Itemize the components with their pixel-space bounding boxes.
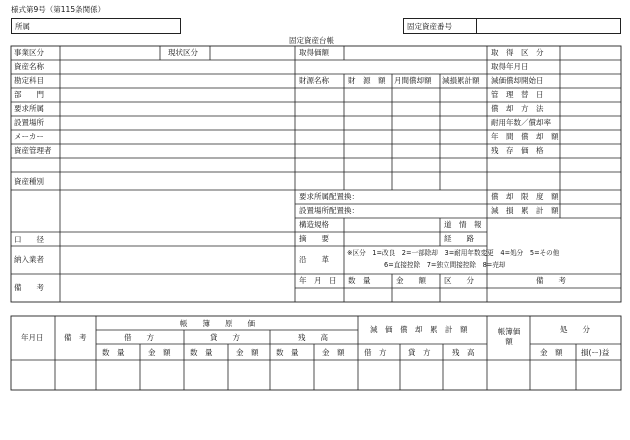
bottom-label-dep-balance: 残 高 xyxy=(452,348,475,357)
label-maker: メーカー xyxy=(14,132,44,141)
bottom-label-dep-credit: 貸 方 xyxy=(408,348,431,357)
asset-number-label: 固定資産番号 xyxy=(407,22,452,31)
label-requesting-dept: 要求所属 xyxy=(14,104,44,113)
dept-label: 所属 xyxy=(15,22,30,31)
bottom-label-disposal: 処 分 xyxy=(560,325,590,334)
label-date: 年 月 日 xyxy=(299,276,337,285)
label-fund-source: 財源名称 xyxy=(299,76,329,85)
bottom-label-depr-total: 減 価 償 却 累 計 額 xyxy=(370,325,468,334)
bottom-label-qty-1: 数 量 xyxy=(102,348,125,357)
label-useful-life: 耐用年数／償却率 xyxy=(491,118,551,127)
bottom-label-amt-3: 金 額 xyxy=(322,348,345,357)
label-asset-type: 資産種別 xyxy=(14,177,44,186)
bottom-label-debit: 借 方 xyxy=(124,333,154,342)
ledger-title: 固定資産台帳 xyxy=(289,36,334,45)
bottom-label-credit: 貸 方 xyxy=(210,333,240,342)
label-acquisition-price: 取得価額 xyxy=(299,48,329,57)
label-annual-depr: 年 間 償 却 額 xyxy=(491,132,559,141)
label-remarks: 備 考 xyxy=(14,283,44,292)
label-status-class: 現状区分 xyxy=(168,48,198,57)
bottom-label-qty-2: 数 量 xyxy=(190,348,213,357)
label-account: 勘定科目 xyxy=(14,76,44,85)
history-note-2: 6=直接控除 7=独立間接控除 8=売却 xyxy=(384,261,506,269)
bottom-label-amt-2: 金 額 xyxy=(236,348,259,357)
label-monthly-depreciation: 月間償却額 xyxy=(394,76,432,85)
bottom-label-dep-debit: 借 方 xyxy=(364,348,387,357)
label-asset-manager: 資産管理者 xyxy=(14,146,52,155)
label-route: 経 路 xyxy=(444,234,474,243)
label-business-class: 事業区分 xyxy=(14,48,44,57)
bottom-label-remarks: 備 考 xyxy=(64,333,87,342)
label-req-dept-relocation: 要求所属配置換： xyxy=(299,192,359,201)
label-road-info: 道 情 報 xyxy=(444,220,482,229)
label-supplier: 納入業者 xyxy=(14,255,44,264)
label-maintenance: 摘 要 xyxy=(299,234,329,243)
label-structure: 構造規格 xyxy=(299,220,329,229)
bottom-label-book-amount: 帳簿価額 xyxy=(497,327,521,346)
label-asset-name: 資産名称 xyxy=(14,62,44,71)
label-install-place: 設置場所 xyxy=(14,118,44,127)
label-impair-total-right: 減 損 累 計 額 xyxy=(491,206,559,215)
label-middle-remarks: 備 考 xyxy=(536,276,566,285)
label-class: 区 分 xyxy=(444,276,474,285)
bottom-label-gain-loss: 損(ー)益 xyxy=(581,348,610,357)
bottom-label-book-value: 帳 簿 原 価 xyxy=(180,319,255,328)
label-acq-date: 取得年月日 xyxy=(491,62,529,71)
label-depr-limit: 償 却 限 度 額 xyxy=(491,192,559,201)
bottom-label-date: 年月日 xyxy=(21,333,44,342)
bottom-label-disp-amount: 金 額 xyxy=(540,348,563,357)
bottom-label-qty-3: 数 量 xyxy=(276,348,299,357)
form-number: 様式第9号（第115条関係） xyxy=(11,5,106,14)
label-install-relocation: 設置場所配置換： xyxy=(299,206,359,215)
label-depr-start: 減価償却開始日 xyxy=(491,76,544,85)
label-depr-method: 償 却 方 法 xyxy=(491,104,544,113)
bottom-label-balance: 残 高 xyxy=(298,333,328,342)
history-note-1: ※区分 1=改良 2=一部除却 3=耐用年数変更 4=処分 5=その他 xyxy=(347,249,560,257)
label-residual: 残 存 価 格 xyxy=(491,146,544,155)
label-manager-change: 管 理 替 日 xyxy=(491,90,544,99)
label-fund-amount: 財 源 額 xyxy=(348,76,386,85)
label-history: 沿 革 xyxy=(299,255,329,264)
label-amount: 金 額 xyxy=(396,276,426,285)
label-bore: 口 径 xyxy=(14,235,44,244)
label-impairment-total: 減損累計額 xyxy=(442,76,480,85)
label-department: 部 門 xyxy=(14,90,44,99)
label-acq-class: 取 得 区 分 xyxy=(491,48,544,57)
label-quantity: 数 量 xyxy=(348,276,371,285)
bottom-label-amt-1: 金 額 xyxy=(148,348,171,357)
